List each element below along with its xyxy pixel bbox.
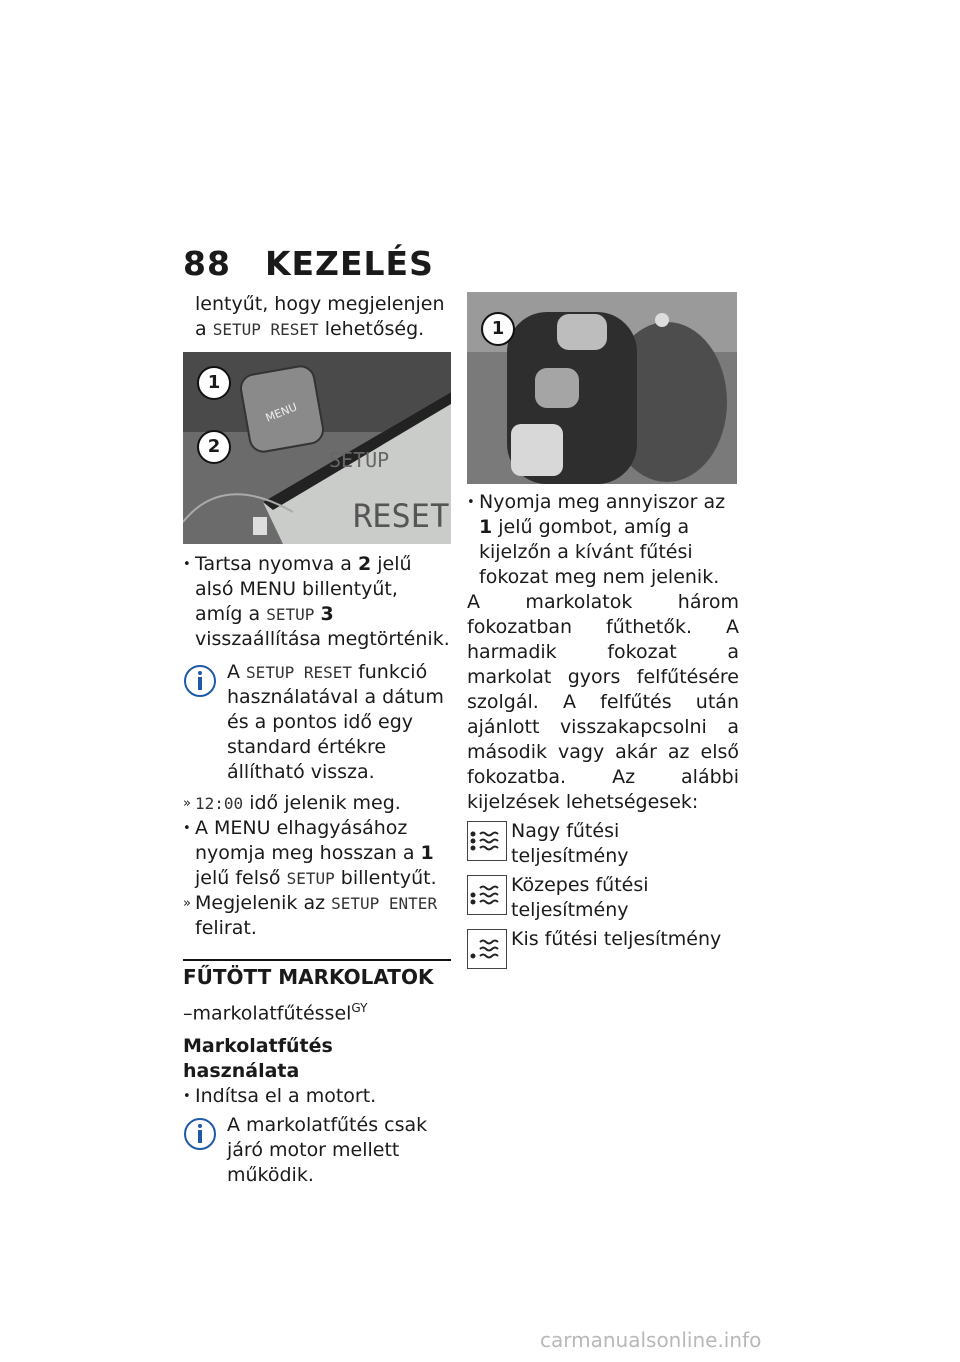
level-high: Nagy fűtési teljesítmény <box>467 819 739 869</box>
level-low: Kis fűtési teljesítmény <box>467 927 739 971</box>
bullet-icon <box>183 1084 195 1109</box>
grip-heating-figure <box>467 292 737 484</box>
info-note-heating: A markolatfűtés csak járó motor mellett működik. <box>183 1113 451 1188</box>
bullet-icon <box>183 816 195 841</box>
step-leave-menu: • A MENU elhagyásához nyomja meg hosszan a 1 jelű felső SETUP billentyűt. <box>183 816 451 891</box>
section-subtitle: –markolatfűtéssel$^{GY}$ <box>183 1001 368 1025</box>
display-setup: SETUP <box>329 448 390 472</box>
heating-high-icon <box>467 821 507 861</box>
info-icon <box>183 664 217 698</box>
heating-levels-paragraph: A markolatok három fokozatban fűthetők. A harmadik fokozat a markolat gyors felfűtésére szolgál. A felfűtés után ajánlott visszakapcsolni a második vagy akár az első fokozatba. Az alábbi kijelzések lehetségesek: <box>467 591 739 813</box>
subheading: Markolatfűtés használata <box>183 1035 333 1083</box>
page-header <box>183 244 434 283</box>
step-hold-menu: • Tartsa nyomva a 2 jelű alsó MENU billentyűt, amíg a SETUP 3 visszaállítása megtörténik. <box>183 552 451 652</box>
page-number: 88 <box>183 244 231 283</box>
step-press-button: • Nyomja meg annyiszor az 1 jelű gombot, amíg a kijelzőn a kívánt fűtési fokozat meg nem jelenik. <box>467 490 739 590</box>
left-column <box>183 292 451 1188</box>
result-setup-enter: » Megjelenik az SETUP ENTER felirat. <box>183 891 451 941</box>
menu-label: MENU <box>263 400 299 425</box>
heating-medium-icon <box>467 875 507 915</box>
result-arrow-icon <box>183 791 195 816</box>
result-time: » 12:00 idő jelenik meg. <box>183 791 451 816</box>
info-note-reset: A SETUP RESET funkció használatával a dátum és a pontos idő egy standard értékre állítható vissza. <box>183 660 451 785</box>
page-title: KEZELÉS <box>264 244 434 283</box>
right-column <box>467 292 739 971</box>
menu-button-figure <box>183 352 451 544</box>
intro-paragraph: lentyűt, hogy megjelenjen a SETUP RESET lehetőség. <box>195 293 445 340</box>
display-reset: RESET <box>353 497 450 535</box>
result-arrow-icon <box>183 891 195 916</box>
watermark: carmanualsonline.info <box>540 1328 762 1352</box>
callout-1: 1 <box>197 366 231 400</box>
level-medium: Közepes fűtési teljesítmény <box>467 873 739 923</box>
heating-low-icon <box>467 929 507 969</box>
callout-2: 2 <box>197 430 231 464</box>
bullet-icon <box>183 552 195 577</box>
code-setup-reset: SETUP RESET <box>212 320 319 339</box>
callout-1: 1 <box>481 312 515 346</box>
bullet-icon <box>467 490 479 515</box>
step-start-engine: • Indítsa el a motort. <box>183 1084 451 1109</box>
section-heading: FŰTÖTT MARKOLATOK <box>183 959 451 990</box>
info-icon <box>183 1117 217 1151</box>
